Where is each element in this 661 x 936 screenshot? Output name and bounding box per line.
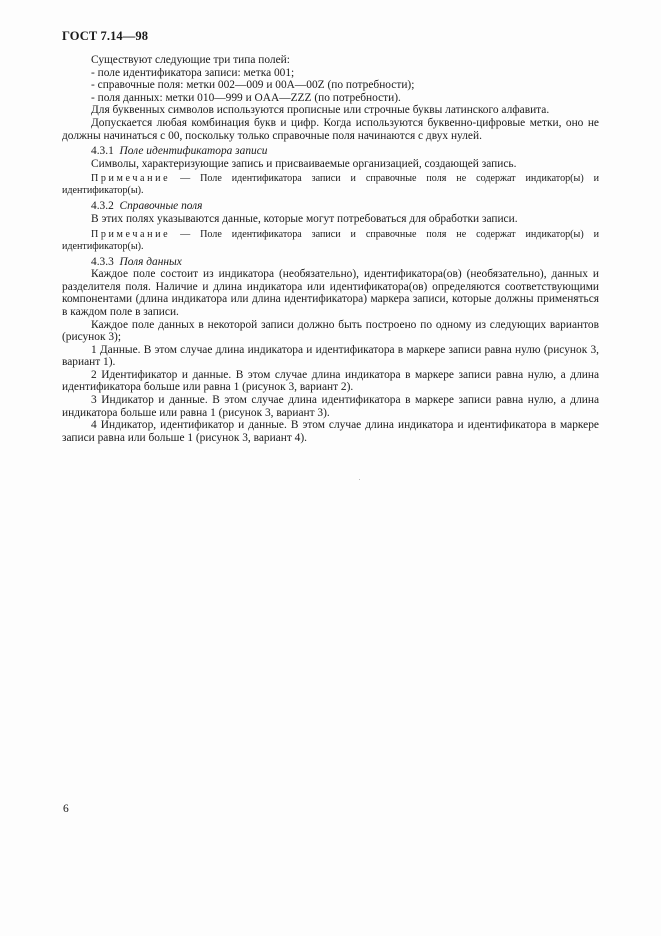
paragraph: Допускается любая комбинация букв и цифр. Когда используются буквенно-цифровые метки, оно не должны начинаться с 00, поскольку только справочные поля начинаются с двух нулей. [62, 116, 599, 142]
variant-item: 1 Данные. В этом случае длина индикатора и идентификатора в маркере записи равна нулю (рисунок 3, вариант 1). [62, 343, 599, 369]
section-number: 4.3.3 [91, 255, 114, 268]
paragraph: Каждое поле данных в некоторой записи должно быть построено по одному из следующих вариантов (рисунок 3); [62, 318, 599, 344]
paragraph: Символы, характеризующие запись и присваиваемые организацией, создающей запись. [91, 157, 517, 170]
document-body [62, 54, 599, 444]
document-header: ГОСТ 7.14—98 [62, 29, 149, 43]
page-number: 6 [63, 803, 69, 815]
list-item: - поле идентификатора записи: метка 001; [91, 66, 295, 79]
list-item: - поля данных: метки 010—999 и OAA—ZZZ (по потребности). [91, 91, 401, 104]
variant-item: 3 Индикатор и данные. В этом случае длина идентификатора в маркере записи равна нулю, а длина индикатора больше или равна 1 (рисунок 3, вариант 3). [62, 394, 599, 419]
note-label: Примечание [91, 173, 171, 185]
section-number: 4.3.2 [91, 200, 114, 213]
list-item: - справочные поля: метки 002—009 и 00A—00Z (по потребности); [91, 79, 415, 92]
note [62, 229, 599, 253]
section-title: Справочные поля [119, 200, 203, 213]
note-label: Примечание [91, 228, 171, 240]
variant-item: 4 Индикатор, идентификатор и данные. В этом случае длина индикатора и идентификатора в маркере записи равна или больше 1 (рисунок 3, вариант 4). [62, 419, 599, 444]
scan-speck [359, 479, 360, 480]
note [62, 173, 599, 197]
paragraph: Каждое поле состоит из индикатора (необязательно), идентификатора(ов) (необязательно), данных и разделителя поля. Наличие и длина индикатора или идентификатора(ов) определяются соответствующими компонентами (длина индикатора или длина идентификатора) маркера записи, которые должны применяться в каждом поле в записи. [62, 268, 599, 318]
section-heading-4-3-3 [62, 256, 599, 269]
section-title: Поля данных [119, 255, 182, 268]
note-text: — Поле идентификатора записи и справочные поля не содержат индикатор(ы) и идентификатор(ы). [62, 228, 599, 252]
section-number: 4.3.1 [91, 145, 114, 158]
section-title: Поле идентификатора записи [119, 145, 268, 158]
note-text: — Поле идентификатора записи и справочные поля не содержат индикатор(ы) и идентификатор(ы). [62, 173, 599, 197]
variant-item: 2 Идентификатор и данные. В этом случае длина индикатора в маркере записи равна нулю, а длина идентификатора больше или равна 1 (рисунок 3, вариант 2). [62, 368, 599, 394]
section-heading-4-3-2 [62, 200, 599, 213]
paragraph: Для буквенных символов используются прописные или строчные буквы латинского алфавита. [91, 104, 550, 117]
section-heading-4-3-1 [62, 145, 599, 158]
paragraph: В этих полях указываются данные, которые могут потребоваться для обработки записи. [91, 212, 518, 225]
intro-lead: Существуют следующие три типа полей: [91, 54, 290, 66]
